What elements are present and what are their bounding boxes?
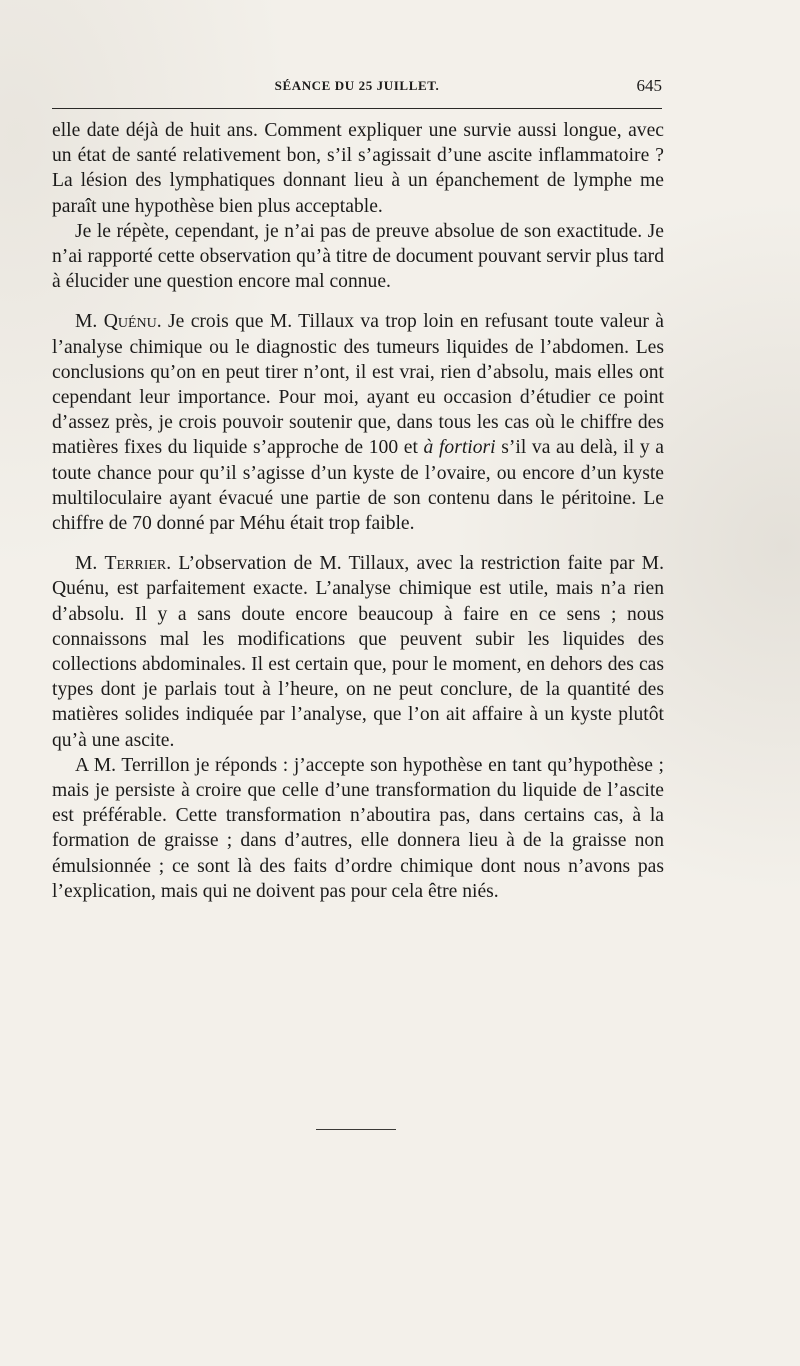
- page-header: [52, 76, 662, 100]
- paragraph-1: elle date déjà de huit ans. Comment expliquer une survie aussi longue, avec un état de santé relativement bon, s’il s’agissait d’une ascite inflammatoire ? La lésion des lymphatiques donnant lieu à un épanchement de lymphe me paraît une hypothèse bien plus acceptable.: [52, 120, 664, 217]
- page-number: 645: [636, 76, 662, 95]
- speaker-prefix: M.: [75, 311, 104, 333]
- speaker-name-terrier: Terrier: [104, 553, 167, 575]
- quenu-text-1: . Je crois que M. Tillaux va trop loin en refusant toute valeur à l’analyse chimique ou le diagnostic des tumeurs liquides de l’abdomen. Les conclusions qu’on en peut tirer n’ont, il est vrai, rien d’absolu, mais elles ont cependant leur importance. Pour moi, ayant eu occasion d’étudier ce point d’assez près, je crois pouvoir soutenir que, dans tous les cas où le chiffre des matières fixes du liquide s’approche de 100 et: [52, 311, 664, 459]
- paragraph-terrier: [52, 551, 664, 753]
- terrier-text: . L’observation de M. Tillaux, avec la restriction faite par M. Quénu, est parfaitement exacte. L’analyse chimique est utile, mais n’a rien d’absolu. Il y a sans doute encore beaucoup à faire en ce sens ; nous connaissons mal les modifications que peuvent subir les liquides des collections abdominales. Il est certain que, pour le moment, en dehors des cas types dont je parlais tout à l’heure, on ne peut conclure, de la quantité des matières solides indiquée par l’analyse, que l’on ait affaire à un kyste plutôt qu’à une ascite.: [52, 553, 664, 751]
- speaker-name-quenu: Quénu: [103, 311, 157, 333]
- italic-fortiori: à fortiori: [423, 437, 496, 459]
- paragraph-5: A M. Terrillon je réponds : j’accepte son hypothèse en tant qu’hypothèse ; mais je persiste à croire que celle d’une transformation du liquide de l’ascite est préférable. Cette transformation n’aboutira pas, dans certains cas, à la formation de graisse ; dans d’autres, elle donnera lieu à de la graisse non émulsionnée ; ce sont là des faits d’ordre chimique dont nous n’avons pas l’explication, mais qui ne doivent pas pour cela être niés.: [52, 754, 664, 902]
- end-rule: [316, 1129, 396, 1130]
- quenu-text-2: s’il va au delà, il y a toute chance pour qu’il s’agisse d’un kyste de l’ovaire, ou encore d’un kyste multiloculaire ayant évacué une partie de son contenu dans le péritoine. Le chiffre de 70 donné par Méhu était trop faible.: [52, 437, 664, 535]
- header-rule: [52, 108, 662, 109]
- running-head: SÉANCE DU 25 JUILLET.: [274, 78, 440, 93]
- body-text: [52, 118, 664, 904]
- speaker-prefix: M.: [75, 553, 105, 575]
- paragraph-2: Je le répète, cependant, je n’ai pas de preuve absolue de son exactitude. Je n’ai rapporté cette observation qu’à titre de document pouvant servir plus tard à élucider une question encore mal connue.: [52, 220, 664, 293]
- paragraph-quenu: [52, 309, 664, 536]
